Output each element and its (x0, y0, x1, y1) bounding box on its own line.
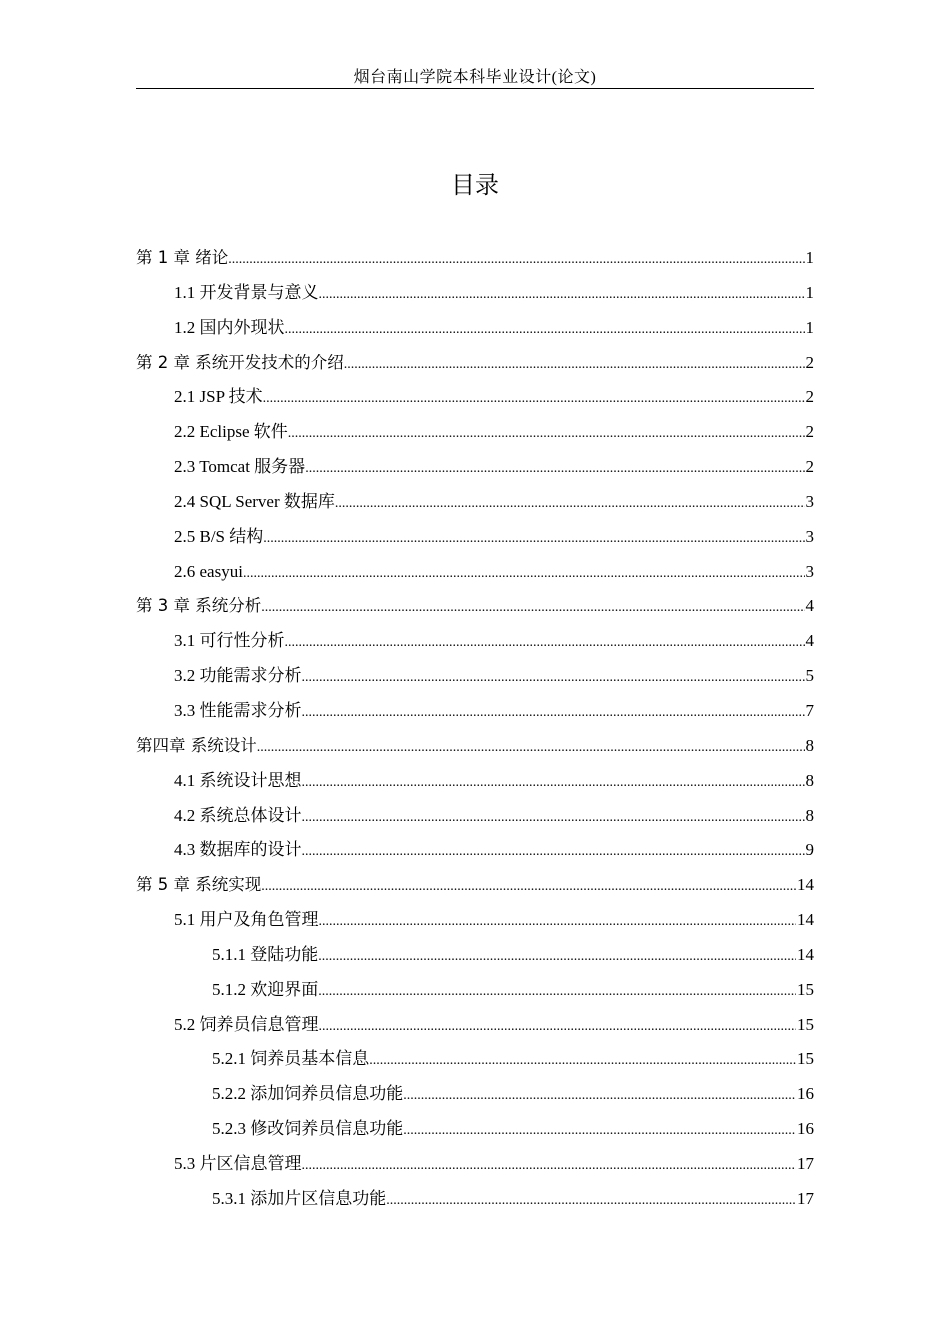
dot-leader (261, 591, 804, 626)
toc-entry-label: 2.3 Tomcat 服务器 (174, 457, 306, 477)
dot-leader (319, 278, 805, 313)
dot-leader (403, 1114, 796, 1149)
toc-entry[interactable] (136, 868, 814, 903)
toc-entry[interactable] (136, 485, 814, 520)
toc-page-number: 3 (805, 491, 814, 511)
toc-entry[interactable] (136, 799, 814, 834)
toc-entry-label: 第 2 章 系统开发技术的介绍 (136, 352, 344, 372)
toc-entry[interactable] (136, 415, 814, 450)
toc-entry-label: 4.1 系统设计思想 (174, 770, 302, 790)
dot-leader (261, 870, 796, 905)
dot-leader (318, 940, 796, 975)
toc-page-number: 7 (805, 700, 814, 720)
toc-entry[interactable] (136, 520, 814, 555)
toc-entry-label: 4.2 系统总体设计 (174, 805, 302, 825)
page-header: 烟台南山学院本科毕业设计(论文) (136, 68, 814, 89)
toc-page-number: 14 (797, 944, 814, 964)
toc-page-number: 4 (805, 631, 814, 651)
toc-page-number: 9 (805, 840, 814, 860)
toc-entry-label: 5.3 片区信息管理 (174, 1153, 302, 1173)
dot-leader (305, 452, 804, 487)
toc-entry-label: 3.1 可行性分析 (174, 631, 285, 651)
toc-entry[interactable] (136, 555, 814, 590)
dot-leader (369, 1044, 796, 1079)
toc-entry-label: 第四章 系统设计 (136, 735, 257, 755)
toc-entry[interactable] (136, 694, 814, 729)
toc-entry-label: 2.5 B/S 结构 (174, 526, 264, 546)
dot-leader (263, 382, 805, 417)
toc-page-number: 8 (805, 735, 814, 755)
toc-page-number: 2 (805, 387, 814, 407)
toc-page-number: 15 (797, 1014, 814, 1034)
dot-leader (302, 801, 805, 836)
toc-page-number: 15 (797, 1049, 814, 1069)
toc-entry[interactable] (136, 973, 814, 1008)
toc-entry-label: 2.4 SQL Server 数据库 (174, 491, 335, 511)
dot-leader (285, 313, 805, 348)
toc-entry[interactable] (136, 624, 814, 659)
toc-page-number: 4 (805, 596, 814, 616)
dot-leader (403, 1079, 796, 1114)
toc-entry-label: 4.3 数据库的设计 (174, 840, 302, 860)
toc-entry-label: 5.3.1 添加片区信息功能 (212, 1188, 387, 1208)
toc-entry[interactable] (136, 1042, 814, 1077)
dot-leader (302, 766, 805, 801)
toc-page-number: 17 (797, 1188, 814, 1208)
dot-leader (344, 348, 805, 383)
toc-page-number: 15 (797, 979, 814, 999)
toc-entry[interactable] (136, 1112, 814, 1147)
toc-entry-label: 第 5 章 系统实现 (136, 875, 262, 895)
toc-page-number: 16 (797, 1119, 814, 1139)
toc-entry[interactable] (136, 1147, 814, 1182)
toc-entry-label: 3.3 性能需求分析 (174, 700, 302, 720)
toc-page-number: 8 (805, 770, 814, 790)
toc-page-number: 2 (805, 457, 814, 477)
dot-leader (302, 1149, 797, 1184)
toc-page-number: 2 (805, 352, 814, 372)
dot-leader (302, 661, 805, 696)
toc-page-number: 14 (797, 910, 814, 930)
toc-page-number: 3 (805, 526, 814, 546)
toc-page-number: 1 (805, 317, 814, 337)
dot-leader (335, 487, 805, 522)
toc-entry-label: 5.2.2 添加饲养员信息功能 (212, 1084, 404, 1104)
dot-leader (302, 696, 805, 731)
toc-entry-label: 5.1 用户及角色管理 (174, 910, 319, 930)
toc-page-number: 1 (805, 248, 814, 267)
toc-entry[interactable] (136, 346, 814, 381)
toc-entry[interactable] (136, 659, 814, 694)
dot-leader (228, 243, 804, 278)
toc-entry[interactable] (136, 241, 814, 276)
toc-page-number: 1 (805, 282, 814, 302)
toc-entry-label: 2.2 Eclipse 软件 (174, 422, 288, 442)
toc-entry-label: 5.2.3 修改饲养员信息功能 (212, 1119, 404, 1139)
toc-entry[interactable] (136, 1008, 814, 1043)
dot-leader (285, 626, 805, 661)
toc-entry[interactable] (136, 311, 814, 346)
toc-entry-label: 2.6 easyui (174, 561, 243, 581)
dot-leader (319, 1010, 797, 1045)
toc-entry[interactable] (136, 938, 814, 973)
toc-page-number: 17 (797, 1153, 814, 1173)
dot-leader (319, 905, 797, 940)
dot-leader (263, 522, 804, 557)
dot-leader (257, 731, 805, 766)
toc-entry-label: 3.2 功能需求分析 (174, 666, 302, 686)
dot-leader (318, 975, 796, 1010)
toc-page-number: 5 (805, 666, 814, 686)
toc-entry-label: 第 1 章 绪论 (136, 248, 229, 267)
dot-leader (302, 835, 805, 870)
toc-entry-label: 5.1.2 欢迎界面 (212, 979, 319, 999)
toc-page-number: 16 (797, 1084, 814, 1104)
dot-leader (288, 417, 805, 452)
toc-entry[interactable] (136, 729, 814, 764)
toc-page-number: 8 (805, 805, 814, 825)
table-of-contents (136, 241, 814, 1217)
toc-entry-label: 1.1 开发背景与意义 (174, 282, 319, 302)
toc-entry-label: 第 3 章 系统分析 (136, 596, 262, 616)
toc-entry[interactable] (136, 833, 814, 868)
page-title: 目录 (451, 171, 499, 199)
toc-entry-label: 5.2.1 饲养员基本信息 (212, 1049, 370, 1069)
toc-entry-label: 5.1.1 登陆功能 (212, 944, 319, 964)
dot-leader (386, 1184, 796, 1219)
toc-entry[interactable] (136, 380, 814, 415)
toc-page-number: 14 (797, 875, 814, 895)
toc-entry-label: 5.2 饲养员信息管理 (174, 1014, 319, 1034)
toc-page-number: 2 (805, 422, 814, 442)
dot-leader (243, 557, 805, 592)
toc-entry[interactable] (136, 1077, 814, 1112)
toc-entry-label: 1.2 国内外现状 (174, 317, 285, 337)
toc-entry[interactable] (136, 1182, 814, 1217)
toc-page-number: 3 (805, 561, 814, 581)
toc-entry[interactable] (136, 276, 814, 311)
toc-entry[interactable] (136, 589, 814, 624)
toc-entry[interactable] (136, 764, 814, 799)
toc-entry[interactable] (136, 903, 814, 938)
toc-entry-label: 2.1 JSP 技术 (174, 387, 263, 407)
toc-entry[interactable] (136, 450, 814, 485)
